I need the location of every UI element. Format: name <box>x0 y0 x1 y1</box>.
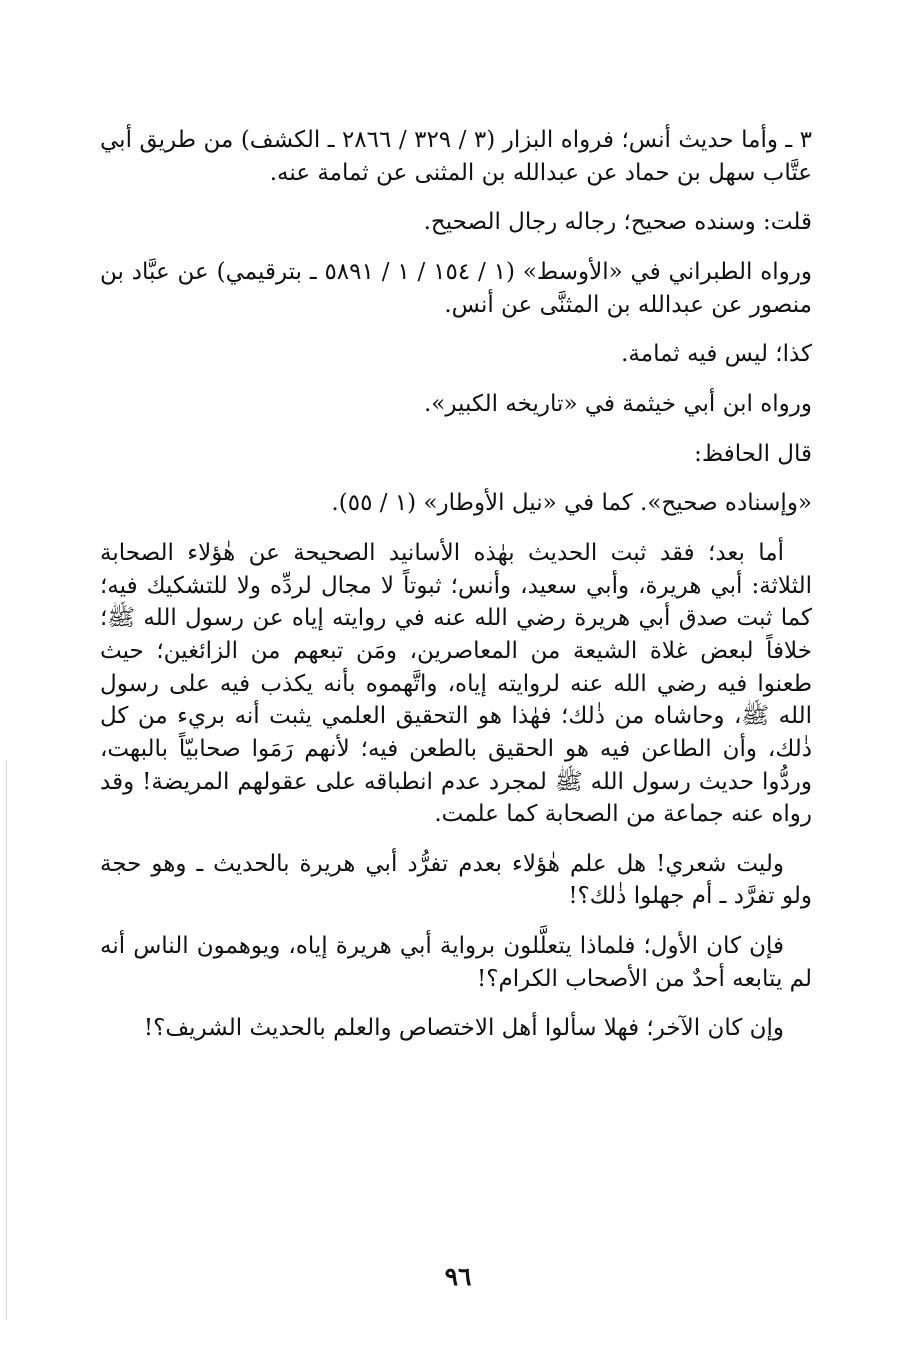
paragraph-second-case: وإن كان الآخر؛ فهلا سألوا أهل الاختصاص والعلم بالحديث الشريف؟! <box>143 1015 784 1042</box>
paragraph-first-case: فإن كان الأول؛ فلماذا يتعلَّلون برواية أبي هريرة إياه، ويوهمون الناس أنه لم يتابعه أحدٌ من الأصحاب الكرام؟! <box>100 933 812 992</box>
paragraph-layta-shiri: وليت شعري! هل علم هٰؤلاء بعدم تفرُّد أبي هريرة بالحديث ـ وهو حجة ولو تفرَّد ـ أم جهلوا ذٰلك؟! <box>100 850 812 910</box>
paragraph-amma-bad: أما بعد؛ فقد ثبت الحديث بهٰذه الأسانيد الصحيحة عن هٰؤلاء الصحابة الثلاثة: أبي هريرة، وأبي سعيد، وأنس؛ ثبوتاً لا مجال لردِّه ولا للتشكيك فيه؛ كما ثبت صدق أبي هريرة رضي الله عنه في روايته إياه عن رسول الله ﷺ؛ خلافاً لبعض غلاة الشيعة من المعاصرين، ومَن تبعهم من الزائغين؛ حيث طعنوا فيه رضي الله عنه لروايته إياه، واتَّهموه بأنه يكذب فيه على رسول الله ﷺ، وحاشاه من ذٰلك؛ فهٰذا هو التحقيق العلمي يثبت أنه بريء من كل ذٰلك، وأن الطاعن فيه هو الحقيق بالطعن فيه؛ لأنهم رَمَوا صحابيّاً بالبهت، وردُّوا حديث رسول الله ﷺ لمجرد عدم انطباقه على عقولهم المريضة! وقد رواه عنه جماعة من الصحابة كما علمت. <box>100 539 812 828</box>
paragraph-ibn-abi-khaythama: ورواه ابن أبي خيثمة في «تاريخه الكبير». <box>423 390 812 417</box>
paragraph-no-thumama: كذا؛ ليس فيه ثمامة. <box>621 341 812 368</box>
paragraph-isnad-sahih: قلت: وسنده صحيح؛ رجاله رجال الصحيح. <box>423 209 812 236</box>
scan-edge-line <box>6 760 7 1320</box>
page-number: ٩٦ <box>444 1262 472 1291</box>
paragraph-al-hafiz: قال الحافظ: <box>694 440 812 467</box>
paragraph-tabarani: ورواه الطبراني في «الأوسط» (١ / ١٥٤ / ١ / ٥٨٩١ ـ بترقيمي) عن عبَّاد بن منصور عن عبدالله بن المثنَّى عن أنس. <box>100 258 813 318</box>
paragraph-quote-nayl: «وإسناده صحيح». كما في «نيل الأوطار» (١ / ٥٥). <box>331 490 812 517</box>
paragraph-anas-hadith: ٣ ـ وأما حديث أنس؛ فرواه البزار (٣ / ٣٢٩ / ٢٨٦٦ ـ الكشف) من طريق أبي عتَّاب سهل بن حماد عن عبدالله بن المثنى عن ثمامة عنه. <box>100 127 813 186</box>
document-body <box>100 124 812 1062</box>
